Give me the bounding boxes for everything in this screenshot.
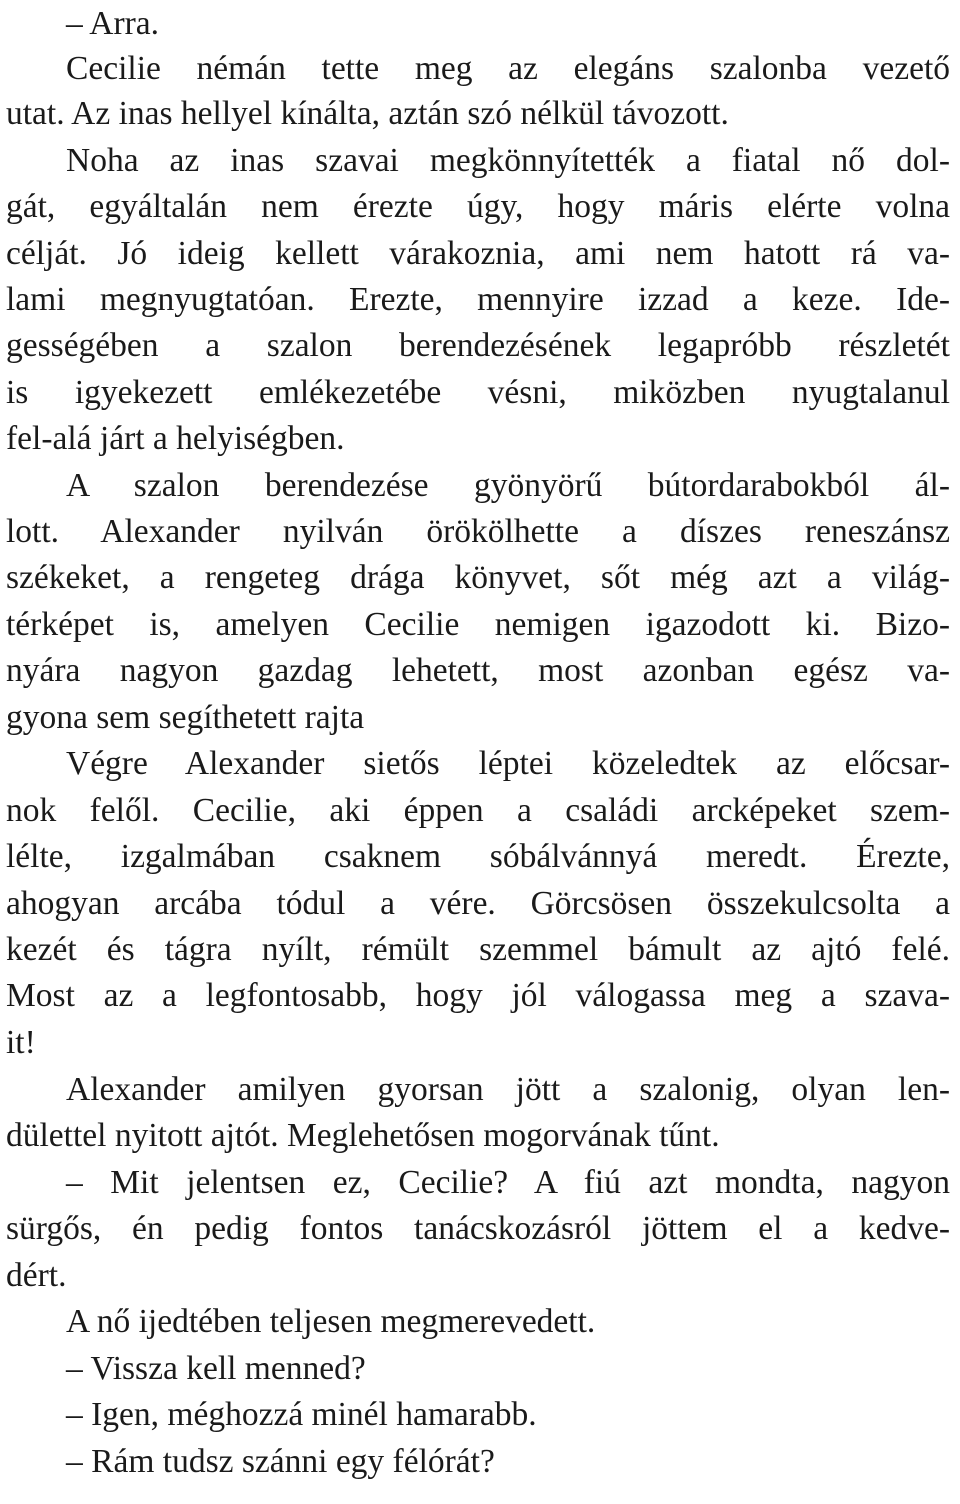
text-line: térképet is, amelyen Cecilie nemigen igazodott ki. Bizo-: [6, 606, 950, 643]
text-line: gát, egyáltalán nem érezte úgy, hogy máris elérte volna: [6, 188, 950, 225]
text-line: ahogyan arcába tódul a vére. Görcsösen összekulcsolta a: [6, 885, 950, 922]
text-line: A nő ijedtében teljesen megmerevedett.: [66, 1303, 596, 1340]
text-line: is igyekezett emlékezetébe vésni, miközben nyugtalanul: [6, 374, 950, 411]
text-line: – Rám tudsz szánni egy félórát?: [66, 1443, 495, 1480]
text-line: nok felől. Cecilie, aki éppen a családi arcképeket szem-: [6, 792, 950, 829]
text-line: székeket, a rengeteg drága könyvet, sőt még azt a világ-: [6, 559, 950, 596]
text-line: it!: [6, 1024, 36, 1061]
text-line: Alexander amilyen gyorsan jött a szalonig, olyan len-: [66, 1071, 950, 1108]
text-line: utat. Az inas hellyel kínálta, aztán szó nélkül távozott.: [6, 95, 729, 132]
text-line: – Igen, méghozzá minél hamarabb.: [66, 1396, 537, 1433]
text-line: Most az a legfontosabb, hogy jól válogassa meg a szava-: [6, 977, 950, 1014]
text-line: lott. Alexander nyilván örökölhette a díszes reneszánsz: [6, 513, 950, 550]
text-line: dülettel nyitott ajtót. Meglehetősen mogorvának tűnt.: [6, 1117, 720, 1154]
text-line: nyára nagyon gazdag lehetett, most azonban egész va-: [6, 652, 950, 689]
text-line: kezét és tágra nyílt, rémült szemmel bámult az ajtó felé.: [6, 931, 950, 968]
text-line: Végre Alexander sietős léptei közeledtek az előcsar-: [66, 745, 950, 782]
text-line: Cecilie némán tette meg az elegáns szalonba vezető: [66, 50, 950, 87]
text-line: – Arra.: [66, 5, 160, 42]
text-line: gyona sem segíthetett rajta: [6, 699, 365, 736]
text-line: lami megnyugtatóan. Erezte, mennyire izzad a keze. Ide-: [6, 281, 950, 318]
text-line: – Vissza kell menned?: [66, 1350, 366, 1387]
text-line: lélte, izgalmában csaknem sóbálvánnyá meredt. Érezte,: [6, 838, 950, 875]
text-line: dért.: [6, 1257, 67, 1294]
text-line: célját. Jó ideig kellett várakoznia, ami nem hatott rá va-: [6, 235, 950, 272]
text-line: fel-alá járt a helyiségben.: [6, 420, 345, 457]
text-line: A szalon berendezése gyönyörű bútordarabokból ál-: [66, 467, 950, 504]
text-line: Noha az inas szavai megkönnyítették a fiatal nő dol-: [66, 142, 950, 179]
text-line: sürgős, én pedig fontos tanácskozásról jöttem el a kedve-: [6, 1210, 950, 1247]
text-line: – Mit jelentsen ez, Cecilie? A fiú azt mondta, nagyon: [66, 1164, 950, 1201]
text-line: gességében a szalon berendezésének legapróbb részletét: [6, 327, 950, 364]
